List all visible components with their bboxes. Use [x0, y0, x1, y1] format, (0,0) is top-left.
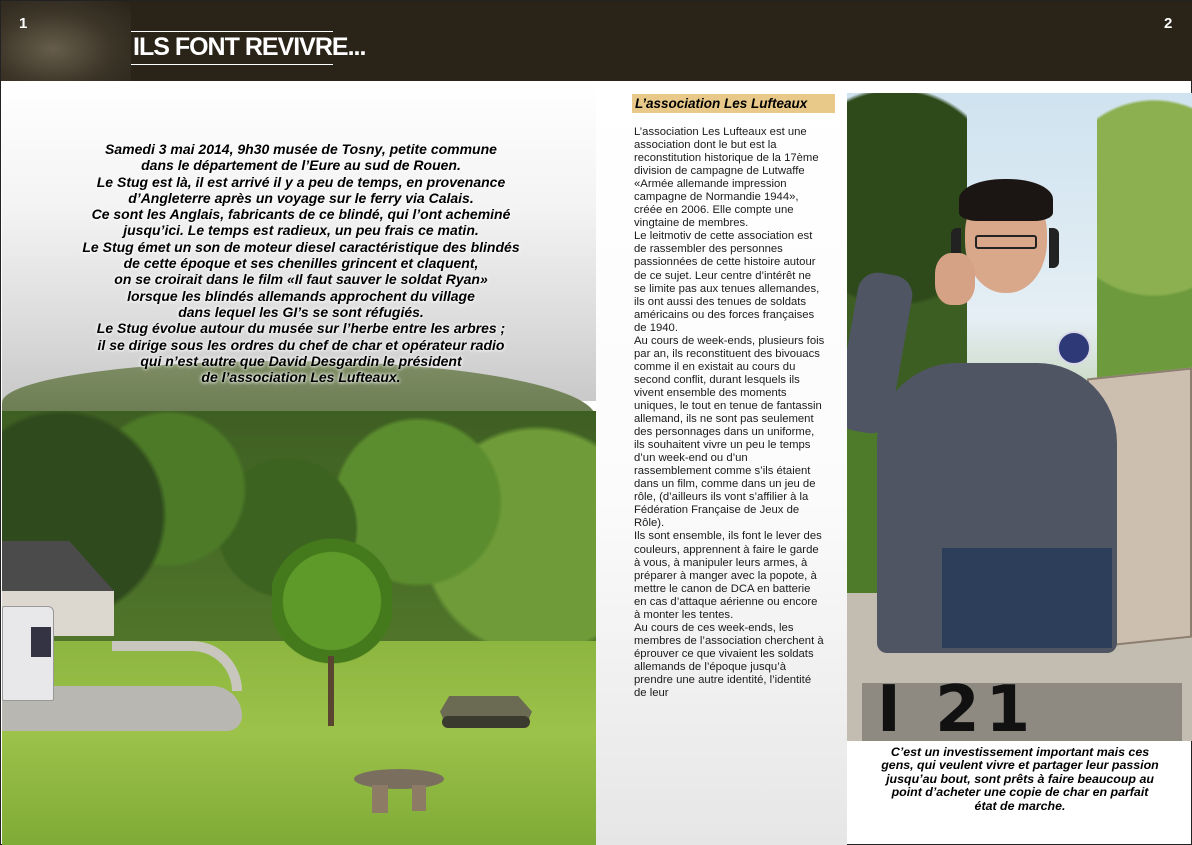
stug-tank — [440, 686, 532, 728]
intro-line: lorsque les blindés allemands approchent du village — [127, 287, 475, 304]
top-banner — [1, 1, 1192, 81]
intro-text — [56, 141, 546, 385]
intro-line: Samedi 3 mai 2014, 9h30 musée de Tosny, petite commune — [105, 141, 497, 157]
article-paragraph: L’association Les Lufteaux est une association dont le but est la reconstitution historique de la 17ème division de campagne de Lutwaffe «Armée allemande impression campagne de Normandie 1944», créée en 2006. Elle compte une vingtaine de membres. — [634, 126, 819, 230]
tree-trunk — [328, 656, 334, 726]
dolmen-leg — [412, 785, 426, 811]
portrait-photo — [847, 93, 1192, 741]
man-jeans — [942, 548, 1112, 648]
man-hair — [959, 179, 1053, 221]
intro-line: Le Stug est là, il est arrivé il y a peu de temps, en provenance — [96, 173, 506, 190]
page-number-left: 1 — [19, 15, 28, 32]
caption-line: gens, qui veulent vivre et partager leur passion — [881, 758, 1159, 773]
caption-line: état de marche. — [974, 798, 1066, 813]
intro-line: dans le département de l’Eure au sud de Rouen. — [141, 157, 461, 174]
caption-line: jusqu’au bout, sont prêts à faire beaucoup au — [886, 771, 1154, 786]
caption-line: point d’acheter une copie de char en parfait — [891, 785, 1149, 800]
banner-photo — [1, 1, 131, 81]
intro-line: Le Stug évolue autour du musée sur l’herbe entre les arbres ; — [96, 320, 506, 337]
intro-line: qui n’est autre que David Desgardin le président — [140, 352, 462, 369]
article-paragraph: Le leitmotiv de cette association est de rassembler des personnes passionnées de cette histoire autour de ce sujet. Leur centre d’intérêt ne se limite pas aux tenues allemandes, ils ont aussi des tenues de soldats américains ou des forces françaises de 1940. — [634, 230, 820, 334]
photo-truck — [2, 606, 54, 701]
intro-line: il se dirige sous les ordres du chef de char et opérateur radio — [97, 336, 505, 353]
title-frame — [131, 31, 366, 65]
article-paragraph: Au cours de week-ends, plusieurs fois par an, ils reconstituent des bivouacs comme il en existait au cours du second conflit, durant lesquels ils vivent ensemble des moments uniques, le tout en tenue de fantassin allemand, ils ne sont pas seulement des personnages dans un uniforme, ils souhaitent vivre un peu le temps d’un week-end ou d’un rassemblement comme s’ils étaient dans un film, comme dans un jeu de rôle, (d’ailleurs ils vont s’affilier à la Fédération Française de Jeux de Rôle). — [634, 334, 825, 530]
page-title: ILS FONT REVIVRE... — [133, 33, 366, 61]
truck-cab — [31, 627, 51, 657]
intro-line: de cette époque et ses chenilles grincent et claquent, — [123, 255, 479, 272]
intro-line: d’Angleterre après un voyage sur le ferry via Calais. — [128, 189, 474, 206]
article-body — [634, 126, 826, 700]
caption-line: C’est un investissement important mais ces — [890, 745, 1150, 759]
photo-dolmen — [354, 769, 444, 814]
dolmen-leg — [372, 785, 388, 813]
article-paragraph: Ils sont ensemble, ils font le lever des couleurs, apprennent à faire le garde à vous, à manipuler leurs armes, à préparer à manger avec la popote, à mettre le canon de DCA en batterie en cas d’attaque aérienne ou encore à monter les tentes. — [634, 530, 822, 621]
photo-lawn — [2, 641, 596, 845]
intro-line: dans lequel les GI’s se sont réfugiés. — [178, 303, 424, 320]
intro-line: de l’association Les Lufteaux. — [201, 369, 401, 386]
hoodie-patch — [1057, 331, 1091, 365]
intro-line: jusqu’ici. Le temps est radieux, un peu frais ce matin. — [123, 222, 479, 239]
intro-line: on se croirait dans le film «Il faut sauver le soldat Ryan» — [114, 271, 488, 288]
barn-roof — [2, 541, 114, 591]
tank-numerals: I 21 — [877, 673, 1037, 741]
page-number-right: 2 — [1164, 15, 1173, 32]
stug-track — [442, 716, 530, 728]
photo-caption — [847, 746, 1192, 813]
man-hand — [935, 253, 975, 305]
intro-line: Ce sont les Anglais, fabricants de ce blindé, qui l’ont acheminé — [91, 206, 511, 223]
article-paragraph: Au cours de ces week-ends, les membres de l’association cherchent à éprouver ce que vivaient les soldats allemands de l’époque jusqu’à prendre une autre identité, l’identité de leur — [634, 621, 824, 700]
article-heading: L’association Les Lufteaux — [632, 94, 835, 113]
dolmen-top — [354, 769, 444, 789]
intro-line: Le Stug émet un son de moteur diesel caractéristique des blindés — [82, 238, 520, 255]
photo-tree — [272, 536, 392, 666]
